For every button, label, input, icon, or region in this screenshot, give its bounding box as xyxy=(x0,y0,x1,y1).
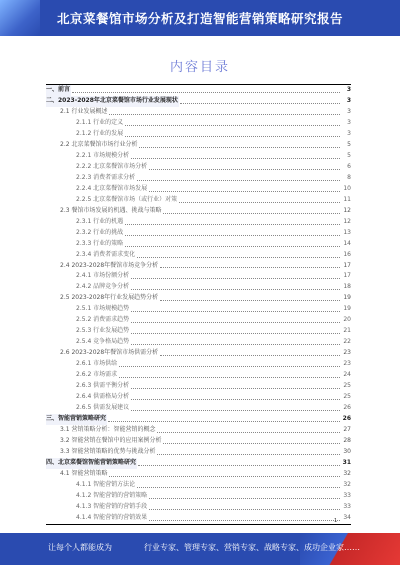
toc-entry[interactable] xyxy=(46,118,351,129)
toc-leader-dots xyxy=(131,410,340,411)
toc-entry-label: 2.5.3 行业发展趋势 xyxy=(76,326,130,337)
toc-entry-page: 22 xyxy=(343,338,351,346)
toc-leader-dots xyxy=(157,454,340,455)
toc-entry-page: 3 xyxy=(347,107,351,115)
toc-entry[interactable] xyxy=(46,206,351,217)
toc-entry-page: 3 xyxy=(347,129,351,137)
toc-entry-page: 24 xyxy=(343,371,351,379)
toc-entry-label: 2.2.4 北京菜餐馆市场发展 xyxy=(76,184,148,195)
toc-entry-label: 3.1 营销策略分析：智能营销的概念 xyxy=(60,425,156,436)
toc-entry-label: 2.5.2 消费需求趋势 xyxy=(76,315,130,326)
toc-entry[interactable] xyxy=(46,162,351,173)
toc-entry-label: 2.4.1 市场份额分析 xyxy=(76,271,130,282)
toc-entry-page: 19 xyxy=(343,294,351,302)
toc-entry-page: 3 xyxy=(346,86,351,93)
toc-entry-page: 10 xyxy=(343,184,351,192)
toc-entry[interactable] xyxy=(46,337,351,348)
toc-entry[interactable] xyxy=(46,381,351,392)
toc-entry-page: 31 xyxy=(342,458,351,466)
toc-entry[interactable] xyxy=(46,228,351,239)
toc-leader-dots xyxy=(131,388,340,389)
toc-leader-dots xyxy=(149,520,340,521)
toc-entry[interactable] xyxy=(46,140,351,151)
toc-entry[interactable] xyxy=(46,480,351,491)
toc-entry-label: 2.2.5 北京菜餐馆市场（或行业）对策 xyxy=(76,195,178,206)
toc-leader-dots xyxy=(137,257,340,258)
toc-leader-dots xyxy=(149,498,340,499)
toc-entry-page: 34 xyxy=(343,513,351,521)
toc-entry-label: 2.3.2 行业的挑战 xyxy=(76,228,124,239)
toc-entry[interactable] xyxy=(46,392,351,403)
toc-entry-label: 2.2.2 北京菜餐馆市场分析 xyxy=(76,162,148,173)
toc-entry[interactable] xyxy=(46,85,351,96)
toc-entry[interactable] xyxy=(46,425,351,436)
toc-entry-label: 2.3 餐馆市场发展的机遇、挑战与策略 xyxy=(60,206,162,217)
toc-entry-label: 2.5 2023-2028年行业发展趋势分析 xyxy=(60,293,159,304)
toc-entry-label: 4.1.2 智能营销的营销策略 xyxy=(76,491,148,502)
toc-entry-page: 18 xyxy=(343,283,351,291)
toc-entry-page: 11 xyxy=(343,195,351,203)
toc-leader-dots xyxy=(119,366,340,367)
toc-entry-page: 14 xyxy=(343,239,351,247)
toc-entry[interactable] xyxy=(46,502,351,513)
toc-leader-dots xyxy=(180,103,340,104)
toc-leader-dots xyxy=(160,355,340,356)
toc-entry-page: 5 xyxy=(347,140,351,148)
toc-entry[interactable] xyxy=(46,414,351,425)
toc-leader-dots xyxy=(160,300,340,301)
page-number: 1 xyxy=(334,518,338,524)
toc-entry-label: 2.1.2 行业的发展 xyxy=(76,129,124,140)
toc-entry-page: 17 xyxy=(343,261,351,269)
footer-slogan-right: 行业专家、管理专家、营销专家、战略专家、成功企业家…… xyxy=(144,543,360,552)
toc-entry-label: 2.6 2023-2028年餐馆市场供需分析 xyxy=(60,348,159,359)
toc-leader-dots xyxy=(72,92,340,93)
toc-leader-dots xyxy=(163,213,340,214)
toc-entry-page: 32 xyxy=(343,480,351,488)
toc-entry-page: 3 xyxy=(346,96,351,104)
toc-entry-label: 4.1 智能营销策略 xyxy=(60,469,108,480)
toc-entry[interactable] xyxy=(46,271,351,282)
toc-entry-page: 17 xyxy=(343,272,351,280)
toc-entry-label: 2.1.1 行业的定义 xyxy=(76,118,124,129)
toc-leader-dots xyxy=(125,136,340,137)
toc-leader-dots xyxy=(109,476,340,477)
toc-leader-dots xyxy=(160,267,340,268)
toc-entry[interactable] xyxy=(46,491,351,502)
toc-entry-label: 一、前言 xyxy=(46,85,71,96)
toc-leader-dots xyxy=(108,421,340,422)
toc-entry[interactable] xyxy=(46,282,351,293)
toc-entry-label: 三、智能营销策略研究 xyxy=(46,414,107,425)
toc-entry-page: 25 xyxy=(343,382,351,390)
toc-entry-page: 20 xyxy=(343,316,351,324)
toc-leader-dots xyxy=(131,289,340,290)
toc-entry-page: 8 xyxy=(347,173,351,181)
toc-entry[interactable] xyxy=(46,370,351,381)
toc-leader-dots xyxy=(131,322,340,323)
toc-heading: 内容目录 xyxy=(169,60,230,75)
toc-entry[interactable] xyxy=(46,151,351,162)
toc-entry[interactable] xyxy=(46,447,351,458)
toc-entry-page: 26 xyxy=(342,415,351,423)
toc-entry-page: 28 xyxy=(343,437,351,444)
toc-entry-page: 30 xyxy=(343,447,351,455)
toc-entry-label: 2.2 北京菜餐馆市场行业分析 xyxy=(60,140,138,151)
toc-entry-page: 6 xyxy=(347,162,351,170)
toc-entry[interactable] xyxy=(46,293,351,304)
toc-leader-dots xyxy=(131,399,340,400)
toc-entry[interactable] xyxy=(46,184,351,195)
toc-entry[interactable] xyxy=(46,261,351,272)
toc-leader-dots xyxy=(163,443,340,444)
toc-entry[interactable] xyxy=(46,326,351,337)
toc-entry-page: 32 xyxy=(343,469,351,477)
toc-entry[interactable] xyxy=(46,315,351,326)
toc-entry-label: 2.5.1 市场规模趋势 xyxy=(76,304,130,315)
toc-entry-page: 25 xyxy=(343,393,351,401)
toc-entry-page: 5 xyxy=(347,151,351,159)
toc-entry-label: 2.5.4 竞争格局趋势 xyxy=(76,337,130,348)
toc-leader-dots xyxy=(131,158,340,159)
report-title: 北京菜餐馆市场分析及打造智能营销策略研究报告 xyxy=(56,11,343,26)
toc-entry-label: 4.1.3 智能营销的营销手段 xyxy=(76,502,148,513)
toc-leader-dots xyxy=(131,311,340,312)
toc-entry-label: 二、2023-2028年北京菜餐馆市场行业发展现状 xyxy=(46,96,179,107)
toc-entry-label: 2.6.4 供需格局分析 xyxy=(76,392,130,403)
toc-leader-dots xyxy=(137,487,340,488)
toc-entry[interactable] xyxy=(46,348,351,359)
toc-entry-page: 33 xyxy=(343,491,351,499)
toc-leader-dots xyxy=(137,180,340,181)
toc-entry[interactable] xyxy=(46,173,351,184)
toc-entry-label: 2.6.5 供需发展建议 xyxy=(76,403,130,414)
toc-leader-dots xyxy=(131,333,340,334)
toc-entry-label: 3.2 智能营销在餐馆中的应用案例分析 xyxy=(60,436,162,447)
toc-entry[interactable] xyxy=(46,359,351,370)
toc-entry[interactable] xyxy=(46,129,351,140)
toc-entry[interactable] xyxy=(46,239,351,250)
toc-entry[interactable] xyxy=(46,403,351,414)
toc-leader-dots xyxy=(131,344,340,345)
toc-entry-label: 4.1.4 智能营销的营销效果 xyxy=(76,513,148,524)
toc-leader-dots xyxy=(139,147,340,148)
toc-leader-dots xyxy=(149,169,340,170)
toc-leader-dots xyxy=(125,246,340,247)
toc-leader-dots xyxy=(125,235,340,236)
toc-entry[interactable] xyxy=(46,250,351,261)
toc-entry-page: 12 xyxy=(343,206,351,214)
toc-entry-label: 4.1.1 智能营销方法论 xyxy=(76,480,136,491)
toc-entry-label: 3.3 智能营销策略的优势与挑战分析 xyxy=(60,447,156,458)
toc-leader-dots xyxy=(157,432,340,433)
toc-entry-label: 2.6.3 供需平衡分析 xyxy=(76,381,130,392)
toc-entry-label: 2.6.2 市场需求 xyxy=(76,370,118,381)
toc-entry-page: 16 xyxy=(343,250,351,258)
toc-entry[interactable] xyxy=(46,217,351,228)
toc-entry[interactable] xyxy=(46,195,351,206)
toc-entry-label: 2.4.2 品牌竞争分析 xyxy=(76,282,130,293)
toc-leader-dots xyxy=(119,377,340,378)
toc-entry-label: 2.2.3 消费者需求分析 xyxy=(76,173,136,184)
toc-entry-label: 2.3.3 行业的策略 xyxy=(76,239,124,250)
toc-entry-label: 2.6.1 市场供给 xyxy=(76,359,118,370)
toc-leader-dots xyxy=(131,278,340,279)
footer-slogan-left: 让每个人都能成为 xyxy=(48,543,112,552)
header-banner xyxy=(0,0,400,36)
toc-entry-page: 33 xyxy=(343,502,351,510)
toc-leader-dots xyxy=(149,191,340,192)
toc-entry-page: 21 xyxy=(343,327,351,335)
toc-entry[interactable] xyxy=(46,513,351,524)
toc-entry-page: 3 xyxy=(347,118,351,126)
toc-entry-page: 27 xyxy=(343,426,351,434)
toc-entry-label: 2.1 行业发展概述 xyxy=(60,107,108,118)
toc-entry-page: 23 xyxy=(343,349,351,357)
toc-entry[interactable] xyxy=(46,304,351,315)
toc-leader-dots xyxy=(125,224,340,225)
toc-entry-label: 四、北京菜餐馆智能营销策略研究 xyxy=(46,458,137,469)
toc-entry-page: 26 xyxy=(343,404,351,412)
toc-entry-page: 13 xyxy=(343,228,351,236)
toc-leader-dots xyxy=(138,465,340,466)
toc-entry-label: 2.3.1 行业的机遇 xyxy=(76,217,124,228)
toc-entry[interactable] xyxy=(46,458,351,469)
toc-entry-page: 23 xyxy=(343,360,351,368)
toc-leader-dots xyxy=(125,125,340,126)
table-of-contents xyxy=(46,84,351,525)
toc-entry-page: 19 xyxy=(343,305,351,313)
toc-leader-dots xyxy=(179,202,340,203)
toc-entry-label: 2.4 2023-2028年餐馆市场竞争分析 xyxy=(60,261,159,272)
toc-entry[interactable] xyxy=(46,107,351,118)
toc-leader-dots xyxy=(109,114,340,115)
toc-leader-dots xyxy=(149,509,340,510)
toc-entry[interactable] xyxy=(46,436,351,447)
toc-entry-page: 12 xyxy=(343,217,351,225)
toc-entry-label: 2.2.1 市场规模分析 xyxy=(76,151,130,162)
toc-entry-label: 2.3.4 消费者需求变化 xyxy=(76,250,136,261)
toc-entry[interactable] xyxy=(46,469,351,480)
toc-entry[interactable] xyxy=(46,96,351,107)
